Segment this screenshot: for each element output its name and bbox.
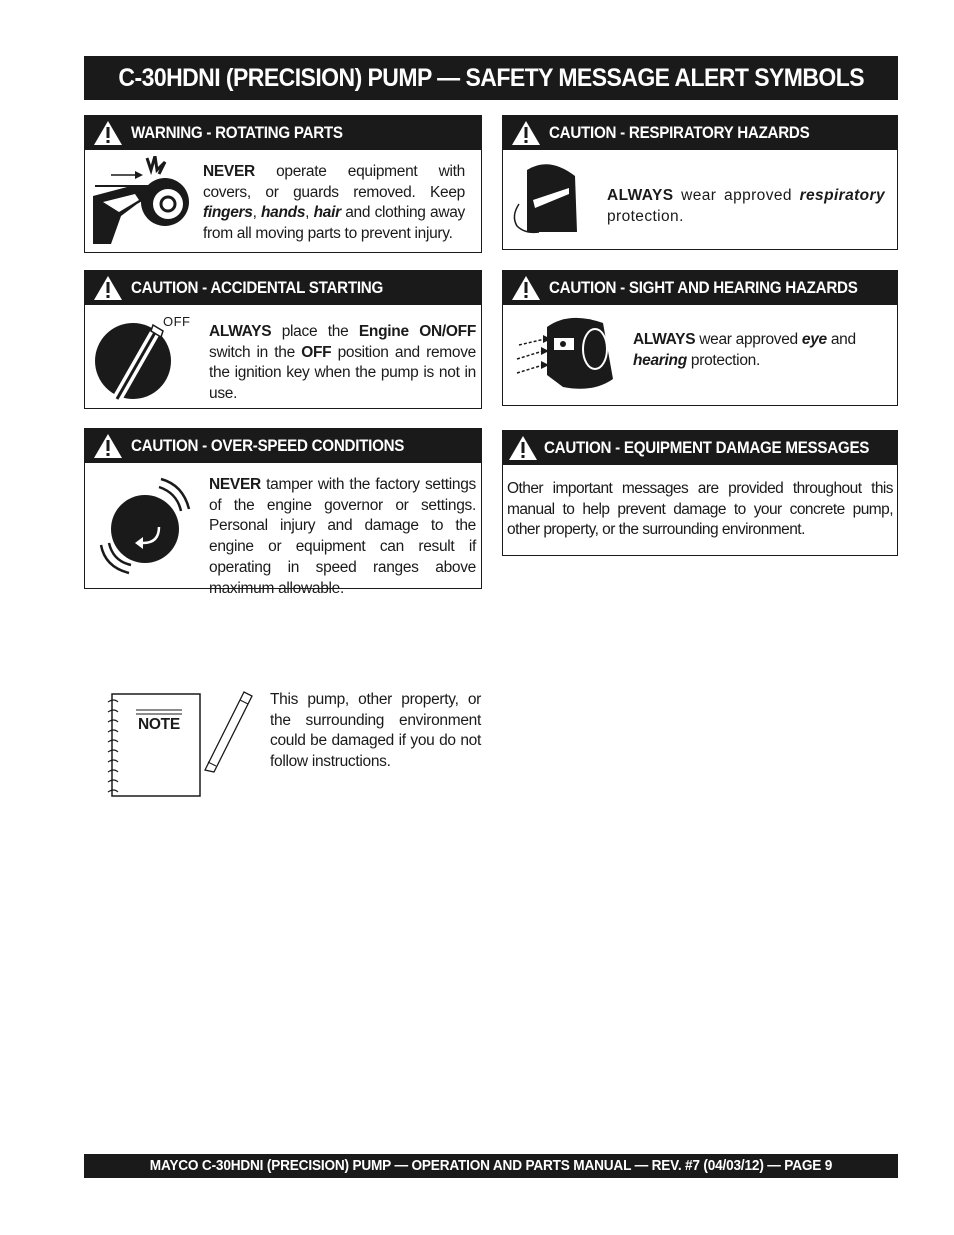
caution-sight-hearing-box: [502, 270, 898, 406]
warning-triangle-icon: [503, 271, 549, 305]
ignition-key-off-icon: [93, 313, 203, 405]
warning-triangle-icon: [503, 431, 544, 465]
sight-hearing-text: ALWAYS wear approved eye and hearing protection.: [633, 331, 856, 369]
off-label: OFF: [163, 314, 191, 329]
over-speed-rotation-icon: [97, 469, 207, 585]
rotating-parts-icon: [91, 156, 196, 248]
respiratory-text: ALWAYS wear approved respiratory protection.: [607, 187, 885, 225]
warning-triangle-icon: [85, 271, 131, 305]
respirator-helmet-icon: [509, 160, 591, 240]
caution-respiratory-hazards-box: [502, 115, 898, 250]
eye-and-hearing-protection-icon: [513, 315, 619, 395]
caution-equipment-damage-box: [502, 430, 898, 556]
page-footer: MAYCO C-30HDNI (PRECISION) PUMP — OPERATION AND PARTS MANUAL — REV. #7 (04/03/12) — PAGE 9: [84, 1154, 898, 1178]
warning-rotating-parts-box: [84, 115, 482, 253]
box-heading: CAUTION - RESPIRATORY HAZARDS: [503, 116, 897, 150]
box-heading: CAUTION - OVER-SPEED CONDITIONS: [85, 429, 481, 463]
equipment-damage-text: Other important messages are provided throughout this manual to help prevent damage to your concrete pump, other property, or the surrounding environment.: [507, 480, 893, 539]
rotating-parts-text: NEVER operate equipment with covers, or guards removed. Keep fingers, hands, hair and clothing away from all moving parts to prevent injury.: [203, 163, 466, 243]
box-heading: CAUTION - SIGHT AND HEARING HAZARDS: [503, 271, 897, 305]
accidental-starting-text: ALWAYS place the Engine ON/OFF switch in the OFF position and remove the ignition key when the pump is not in use.: [209, 323, 476, 403]
box-heading: CAUTION - ACCIDENTAL STARTING: [85, 271, 481, 305]
note-label: NOTE: [138, 716, 180, 733]
warning-triangle-icon: [503, 116, 549, 150]
warning-triangle-icon: [85, 429, 131, 463]
warning-triangle-icon: [85, 116, 131, 150]
caution-accidental-starting-box: [84, 270, 482, 409]
note-text: This pump, other property, or the surrounding environment could be damaged if you do not follow instructions.: [270, 691, 482, 771]
box-heading: CAUTION - EQUIPMENT DAMAGE MESSAGES: [503, 431, 897, 465]
over-speed-text: NEVER tamper with the factory settings of the engine governor or settings. Personal injury and damage to the engine or equipment can result if operating in speed ranges above maximum allowable.: [209, 476, 476, 597]
page-title: C-30HDNI (PRECISION) PUMP — SAFETY MESSAGE ALERT SYMBOLS: [84, 56, 898, 100]
caution-over-speed-box: [84, 428, 482, 597]
box-heading: WARNING - ROTATING PARTS: [85, 116, 481, 150]
